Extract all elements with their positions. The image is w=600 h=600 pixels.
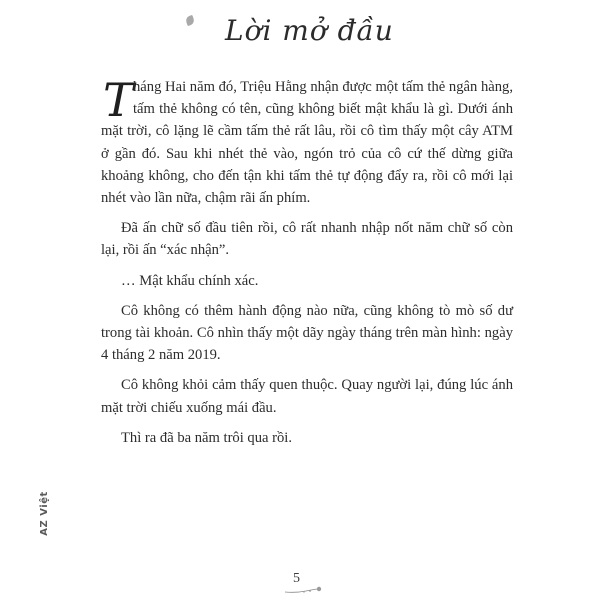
paragraph-6: Thì ra đã ba năm trôi qua rồi. <box>121 429 293 446</box>
vine-ornament-icon <box>284 586 324 594</box>
paragraph-3: … Mật khẩu chính xác. <box>121 272 259 289</box>
publisher-logo <box>36 490 52 536</box>
drop-cap: T <box>103 73 134 127</box>
paragraph-1 <box>101 73 513 209</box>
paragraph-4: Cô không có thêm hành động nào nữa, cũng không tò mò số dư trong tài khoản. Cô nhìn thấy một dãy ngày tháng trên màn hình: ngày 4 tháng 2 năm 2019. <box>101 302 513 364</box>
page-number: 5 <box>293 571 300 586</box>
paragraph-5: Cô không khỏi cảm thấy quen thuộc. Quay người lại, đúng lúc ánh mặt trời chiếu xuống mái đầu. <box>101 377 513 416</box>
publisher-logo-text: AZ Việt <box>38 490 50 536</box>
body-text <box>101 73 513 457</box>
paragraph-1-text: háng Hai năm đó, Triệu Hằng nhận được một tấm thẻ ngân hàng, tấm thẻ không có tên, cũng không biết mật khẩu là gì. Dưới ánh mặt trời, cô lặng lẽ cầm tấm thẻ rất lâu, rồi cô tìm thấy một cây ATM ở gần đó. Sau khi nhét thẻ vào, ngón trỏ của cô cứ thế dừng giữa khoảng không, cho đến tận khi tấm thẻ tự động đẩy ra, rồi cô mới lại nhét vào lần nữa, chậm rãi ấn phím. <box>101 79 513 207</box>
paragraph-2: Đã ấn chữ số đầu tiên rồi, cô rất nhanh nhập nốt năm chữ số còn lại, rồi ấn “xác nhận”. <box>101 220 513 259</box>
leaf-icon <box>185 15 196 26</box>
chapter-title: Lời mở đầu <box>225 14 394 47</box>
